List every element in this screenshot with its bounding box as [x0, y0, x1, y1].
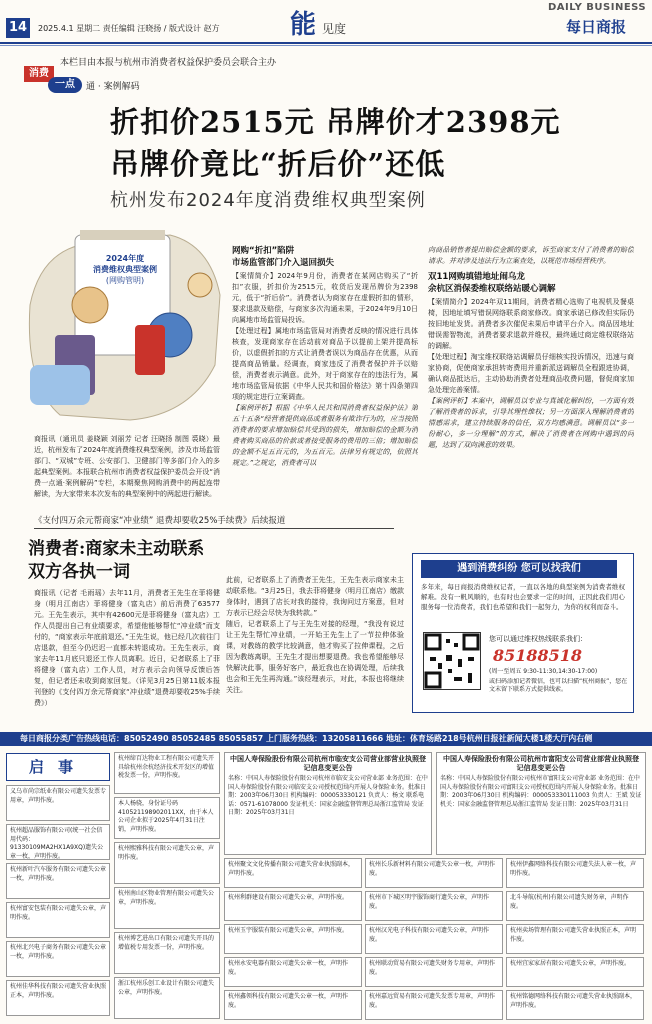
- tag-xiaofei: 消费: [24, 66, 54, 82]
- case2-p1: 【案情简介】2024年双11期间，消费者精心选购了电视机及餐桌椅，因地址填写错误网络联系商家修改。商家承诺已修改但实际仍按旧地址发货。消费者多次催促未果后申请平台介入。商品因地址错误需智物流，消费者要求退款并维权，最终通过商定维权联络站的调解。: [428, 298, 634, 350]
- case2-column: [428, 245, 634, 507]
- hotline-box-header: 遇到消费纠纷 您可以找我们: [421, 560, 617, 578]
- hotline-extra: 或扫码添加记者微信，也可以扫描“杭州商报”，您在文末留下联系方式提供线索。: [489, 678, 628, 693]
- report-title-1: 消费者:商家未主动联系: [28, 539, 205, 559]
- classified-item: 杭州市下城区明宇服饰商行遗失公章，声明作废。: [365, 891, 503, 921]
- hotline-label: 您可以通过维权热线联系我们：: [489, 635, 587, 643]
- classified-item: 杭州超品服饰有限公司(统一社会信用代码：91330109MA2HX1A9XQ)遗失公章一枚，声明作废。: [6, 824, 110, 860]
- header-meta: 2025.4.1 星期二 责任编辑 汪晓扬 / 版式设计 赵方: [38, 24, 220, 33]
- classified-item: 杭州缔百达物业工程有限公司遗失开具给杭州余杭经济技术开发区的增值税发票一份，声明作废。: [114, 752, 220, 794]
- qr-code[interactable]: [423, 632, 481, 690]
- case1-p3: 【案例评析】根据《中华人民共和国消费者权益保护法》第五十五条“经营者提供商品或者服务有欺诈行为的，应当按照消费者的要求增加赔偿其受到的损失，增加赔偿的金额为消费者购买商品的价款或者接受服务的费用的三倍；增加赔偿的金额不足五百元的，为五百元。法律另有规定的，依照其规定。”之规定，消费者可以: [232, 404, 418, 467]
- tag-yidian: 一点: [48, 77, 82, 93]
- tag-tong: 通 · 案例解码: [86, 82, 140, 92]
- headline-line-2: 吊牌价竟比“折后价”还低: [110, 147, 446, 181]
- headline-line-1: 折扣价2515元 吊牌价才2398元: [110, 105, 561, 139]
- case2-p3: 【案例评析】本案中，调解员以专业与真诚化解纠纷，一方面有效了解消费者的诉求，引导其理性维权；另一方面深入理解消费者的情感需求，建立持续服务的信任，双方均感满意。调解员以“多一份耐心，多一分理解”的方式，解决了消费者在网购中遇到的问题，达到了双向满意的效果。: [428, 397, 634, 449]
- header-divider: [0, 42, 652, 44]
- case1-head-1: 网购“折扣”陷阱: [232, 246, 295, 256]
- case2-head-1: 双11网购填错地址闹乌龙: [428, 272, 525, 282]
- classifieds-right-grid: [224, 858, 646, 1021]
- report-column-2: [226, 575, 404, 720]
- classifieds-mid-column: [114, 752, 220, 1021]
- classified-item: 杭州长乐新材料有限公司遗失公章一枚，声明作废。: [365, 858, 503, 888]
- doc-line-3: (网购管明): [105, 276, 145, 285]
- classified-item: 杭州铭德网络科技有限公司遗失营业执照副本，声明作废。: [506, 990, 644, 1020]
- doc-line-1: 2024年度: [105, 254, 145, 263]
- classified-item: 杭州汉光电子科技有限公司遗失公章，声明作废。: [365, 924, 503, 954]
- illustration-doc-text: [85, 253, 165, 286]
- report-p1: 商报讯（记者 毛雨瑶）去年11月，消费者王先生在菲将健身（明月江南店）菲将健身（富丸店）前后消费了63577元。王先生表示，其中有42600元是菲将健身（富丸店）工作人员提出自己有业绩要求，希望他能够帮忙“冲业绩”而支付的，“商家表示年底前退还。”王先生说，他已经几次前往门店退款，但至今仍迟迟一直都未转退成功。王先生表示，商家去年11月底只退还工作人员离职。近日，记者联系上了菲将健身（富丸店）工作人员，对方表示会向领导反馈后答复，但记者还未收到商家回复。（详见3月25日第11版本报刊登的《支付四万余元帮商家“冲业绩”退费却要收25%手续费》）: [34, 589, 220, 707]
- case1-p1: 【案情简介】2024年9月份，消费者在某网店购买了“折扣”衣服，折扣价为2515元，收货后发现吊牌价为2398元，低于“折后价”。消费者认为商家存在虚假折扣的情形，要求退款及赔偿，与商家多次沟通未果，于2024年9月10日向属地市场监管局投诉。: [232, 272, 418, 324]
- report-title-2: 双方各执一词: [28, 562, 130, 582]
- classified-item: 杭州鑫领科技有限公司遗失公章一枚，声明作废。: [224, 990, 362, 1020]
- classified-item: 义乌市尚宗纸业有限公司遗失发票专用章，声明作废。: [6, 785, 110, 821]
- notice-linan-body: 名称：中国人寿保险股份有限公司杭州市临安支公司营业部 业务范围：在中国人寿保险股份有限公司临安支公司授权范围内开展人身保险业务。批准日期：2003年06月30日 机构编码：000053330121 负责人：杨文 联系电话：0571-61078000 发证机关：国家金融监督管理总局浙江监管局 发证日期：2025年03月31日: [228, 775, 428, 816]
- classified-item: 杭州嘉远贸易有限公司遗失发票专用章，声明作废。: [365, 990, 503, 1020]
- classified-item: 杭州聚文文化传播有限公司遗失营业执照副本，声明作废。: [224, 858, 362, 888]
- doc-line-2: 消费维权典型案例: [93, 265, 157, 274]
- case1-p2: 【处理过程】属地市场监管局对消费者反映的情况进行具体核查，发现商家存在活动前对商品予以提前上架并提高标价，以虚假折扣的方式让消费者误以为商品存在优惠，从而提高商品销量。经调查，商家违反了消费者保护并予以赔偿，消费者表示满意。此外，对于商家存在的违法行为，属地市场监管局依据《中华人民共和国价格法》第十四条第四项的规定进行立案调查。: [232, 327, 418, 401]
- section-title-big: 能: [290, 10, 317, 40]
- hotline-intro: 多年来，每日商报消费维权记者，一直以各地的典型案例为消费者维权解难。没有一帆风顺的，也有时也会要求一定的时间，正因此我们用心服务每一位消费者，我们也希望和我们一起努力，为你的权利而奋斗。: [421, 583, 625, 611]
- page-header: [0, 0, 652, 46]
- classified-item: 北斗导航(杭州)有限公司遗失财务章，声明作废。: [506, 891, 644, 921]
- classifieds-left-column: [6, 785, 110, 1021]
- section-title-rest: 见度: [322, 22, 347, 36]
- classified-item: 杭州博艺进出口有限公司遗失开具的增值税专用发票一份，声明作废。: [114, 932, 220, 974]
- followup-bar: 《支付四万余元帮商家“冲业绩” 退费却要收25%手续费》后续报道: [34, 514, 394, 529]
- brand-cn: 每日商报: [566, 18, 627, 36]
- notice-linan-title: 中国人寿保险股份有限公司杭州市临安支公司营业部营业执照登记信息变更公告: [230, 755, 426, 772]
- classified-item: 杭州南山区物业管理有限公司遗失公章，声明作废。: [114, 887, 220, 929]
- column-note: 本栏目由本报与杭州市消费者权益保护委员会联合主办: [60, 58, 277, 68]
- classified-item: 杭州富安包装有限公司遗失公章，声明作废。: [6, 902, 110, 938]
- case1-head-2: 市场监管部门介入退回损失: [232, 258, 335, 268]
- qishi-header: 启事: [6, 753, 110, 781]
- classified-item: 杭州北兴电子商务有限公司遗失公章一枚，声明作废。: [6, 941, 110, 977]
- classified-item: 杭州熙雅科技有限公司遗失公章，声明作废。: [114, 842, 220, 884]
- report-p3: 随后，记者联系上了与王先生对接的经理，“我没有说过让王先生帮忙冲业绩，一开始王先生上了一节拉伸体验课，对教练的教学比较满意，他才购买了拉伸课程，之后因为教练离职，王先生才提出想要退费。我也希望能够尽快解决此事，服务好客户，最近我也在协调处理，后续我也会和王先生再沟通。”该经理表示，对此，本报也将继续关注。: [226, 620, 404, 694]
- classified-item: 杭州佳华科技有限公司遗失营业执照正本，声明作废。: [6, 980, 110, 1016]
- header-divider-thin: [0, 45, 652, 46]
- classified-item: 杭州利群建设有限公司遗失公章，声明作废。: [224, 891, 362, 921]
- hotline-hours: (周一至周五 9:30-11:30,14:30-17:00): [489, 668, 598, 675]
- case2-lead: 向商品销售者提出赔偿金额的要求，诉至商家支付了消费者的赔偿请求。并对涉及违法行为立案查处，以规范市场经营秩序。: [428, 246, 634, 265]
- classified-item: 本人杨骁，身份证号码410521198902011XX，由于本人公司企业拟于2025年4月31日注销，声明作废。: [114, 797, 220, 839]
- classified-item: 杭州卖场管理有限公司遗失营业执照正本，声明作废。: [506, 924, 644, 954]
- hotline-box: [412, 553, 634, 713]
- notice-fuyang-title: 中国人寿保险股份有限公司杭州市富阳支公司营业部营业执照登记信息变更公告: [443, 755, 639, 772]
- intro-paragraph: 商报讯（通讯员 姜晓颖 刘丽芳 记者 汪晓扬 制图 裘晓）最近，杭州发布了2024年度消费维权典型案例，涉及市场监管部门、“双城”专班、公安部门、卫健部门等多部门介入的多起典型案例。本报联合杭州市消费者权益保护委员会开设“消费一点通·案例解码”专栏，本期聚焦网购消费中的两起连带解读，为大家带来本次发布的典型案例中的两起进行解读。: [34, 435, 220, 498]
- case2-p2: 【处理过程】淘宝维权联络站调解员仔细核实投诉情况，迅速与商家协商，促使商家承担转寄费用并重新派送调解员全程跟进协调，确认商品抵达后，主动协助消费者处理商品收费问题，督促商家加急处理完善案情。: [428, 353, 634, 394]
- classified-item: 杭州新叶汽车服务有限公司遗失公章一枚，声明作废。: [6, 863, 110, 899]
- classified-item: 杭州联动贸易有限公司遗失财务专用章，声明作废。: [365, 957, 503, 987]
- brand-en: DAILY BUSINESS: [548, 2, 647, 13]
- classified-ads-bar: 每日商报分类广告热线电话：85052490 85052485 85055857 上门服务热线：13205811666 地址：体育场路218号杭州日报社新闻大楼1楼大厅内右侧: [0, 732, 652, 746]
- headline-subtitle: 杭州发布2024年度消费维权典型案例: [110, 190, 426, 211]
- notice-fuyang-body: 名称：中国人寿保险股份有限公司杭州市富阳支公司营业部 业务范围：在中国人寿保险股份有限公司富阳支公司授权范围内开展人身保险业务。批准日期：2003年06月30日 机构编码：000053330111003 负责人：王斌 发证机关：国家金融监督管理总局浙江监管局 发证日期：2025年03月31日: [440, 775, 642, 808]
- hotline-number[interactable]: 85188518: [493, 646, 583, 665]
- classified-item: 浙江杭州乐创工业设计有限公司遗失公章，声明作废。: [114, 977, 220, 1019]
- notice-fuyang: [436, 752, 646, 855]
- classified-item: 杭州永安电器有限公司遗失公章一枚，声明作废。: [224, 957, 362, 987]
- classified-item: 杭州宜家家居有限公司遗失公章，声明作废。: [506, 957, 644, 987]
- illustration-graphic: [20, 215, 230, 435]
- case2-head-2: 余杭区消保委维权联络站暖心调解: [428, 284, 556, 294]
- page-number: 14: [6, 18, 30, 38]
- classified-item: 杭州玉宇服装有限公司遗失公章，声明作废。: [224, 924, 362, 954]
- classified-item: 杭州伊鑫网络科技有限公司遗失法人章一枚，声明作废。: [506, 858, 644, 888]
- case-illustration: [20, 215, 230, 435]
- report-p2: 此前，记者联系上了消费者王先生，王先生表示商家未主动联系他。“3月25日，我去菲将健身（明月江南店）缴款身体时，遇到了店长对我的接待，我询问过方案意，但对方表示已经会尽快为我转款。”: [226, 576, 404, 617]
- notice-linan: [224, 752, 432, 855]
- qr-code-graphic: [424, 633, 480, 689]
- case1-column: [232, 245, 418, 507]
